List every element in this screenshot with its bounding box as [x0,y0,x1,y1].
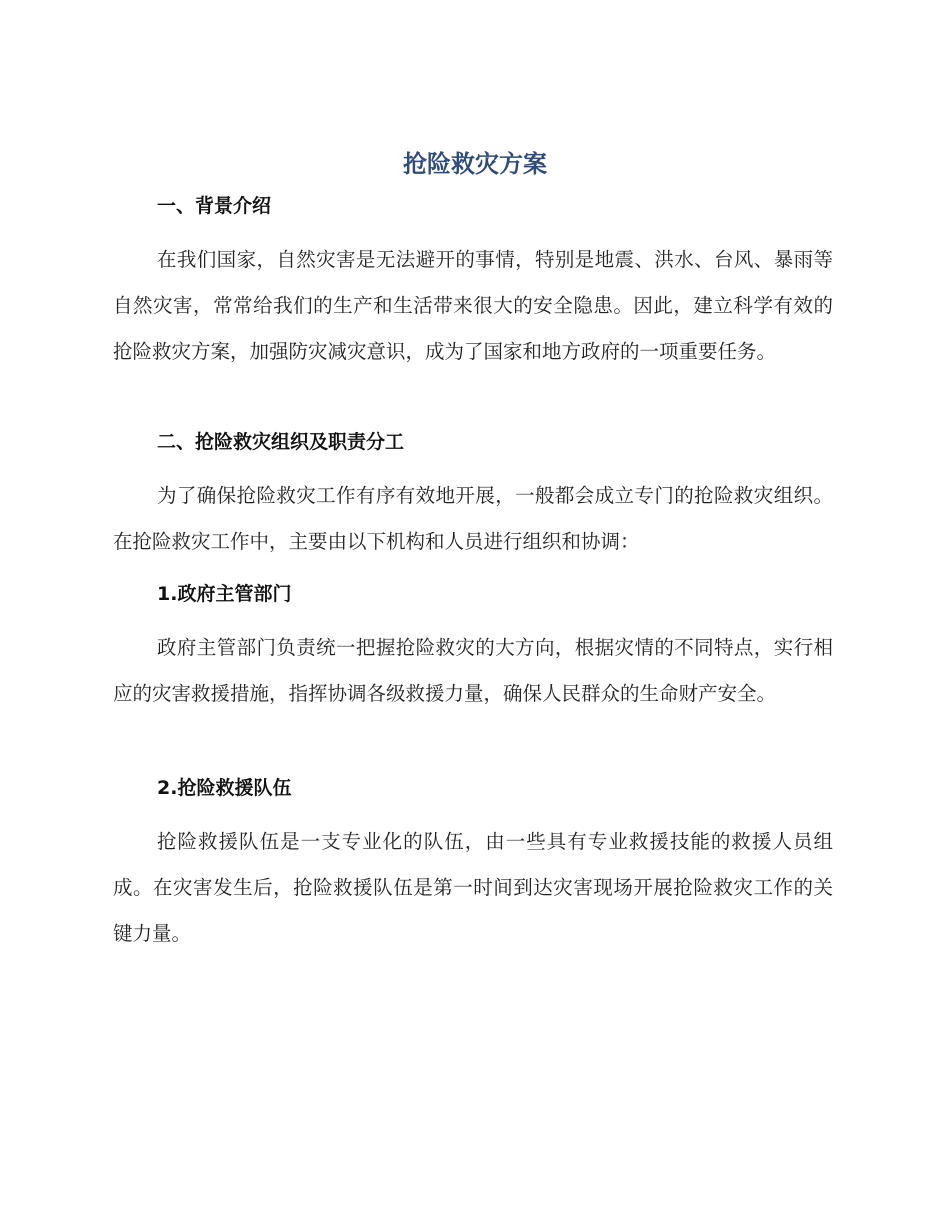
subsection-paragraph-rescue-team: 抢险救援队伍是一支专业化的队伍，由一些具有专业救援技能的救援人员组成。在灾害发生后，抢险救援队伍是第一时间到达灾害现场开展抢险救灾工作的关键力量。 [113,830,833,945]
section-heading-background: 一、背景介绍 [157,195,272,217]
subsection-heading-government: 1.政府主管部门 [157,583,292,605]
section-paragraph-organization: 为了确保抢险救灾工作有序有效地开展，一般都会成立专门的抢险救灾组织。在抢险救灾工作中，主要由以下机构和人员进行组织和协调： [113,484,833,553]
document-title: 抢险救灾方案 [403,150,547,178]
subsection-heading-rescue-team: 2.抢险救援队伍 [157,777,292,799]
section-paragraph-background: 在我们国家，自然灾害是无法避开的事情，特别是地震、洪水、台风、暴雨等自然灾害，常常给我们的生产和生活带来很大的安全隐患。因此，建立科学有效的抢险救灾方案，加强防灾减灾意识，成为了国家和地方政府的一项重要任务。 [113,248,833,363]
section-heading-organization: 二、抢险救灾组织及职责分工 [157,431,405,453]
subsection-paragraph-government: 政府主管部门负责统一把握抢险救灾的大方向，根据灾情的不同特点，实行相应的灾害救援措施，指挥协调各级救援力量，确保人民群众的生命财产安全。 [113,636,833,705]
